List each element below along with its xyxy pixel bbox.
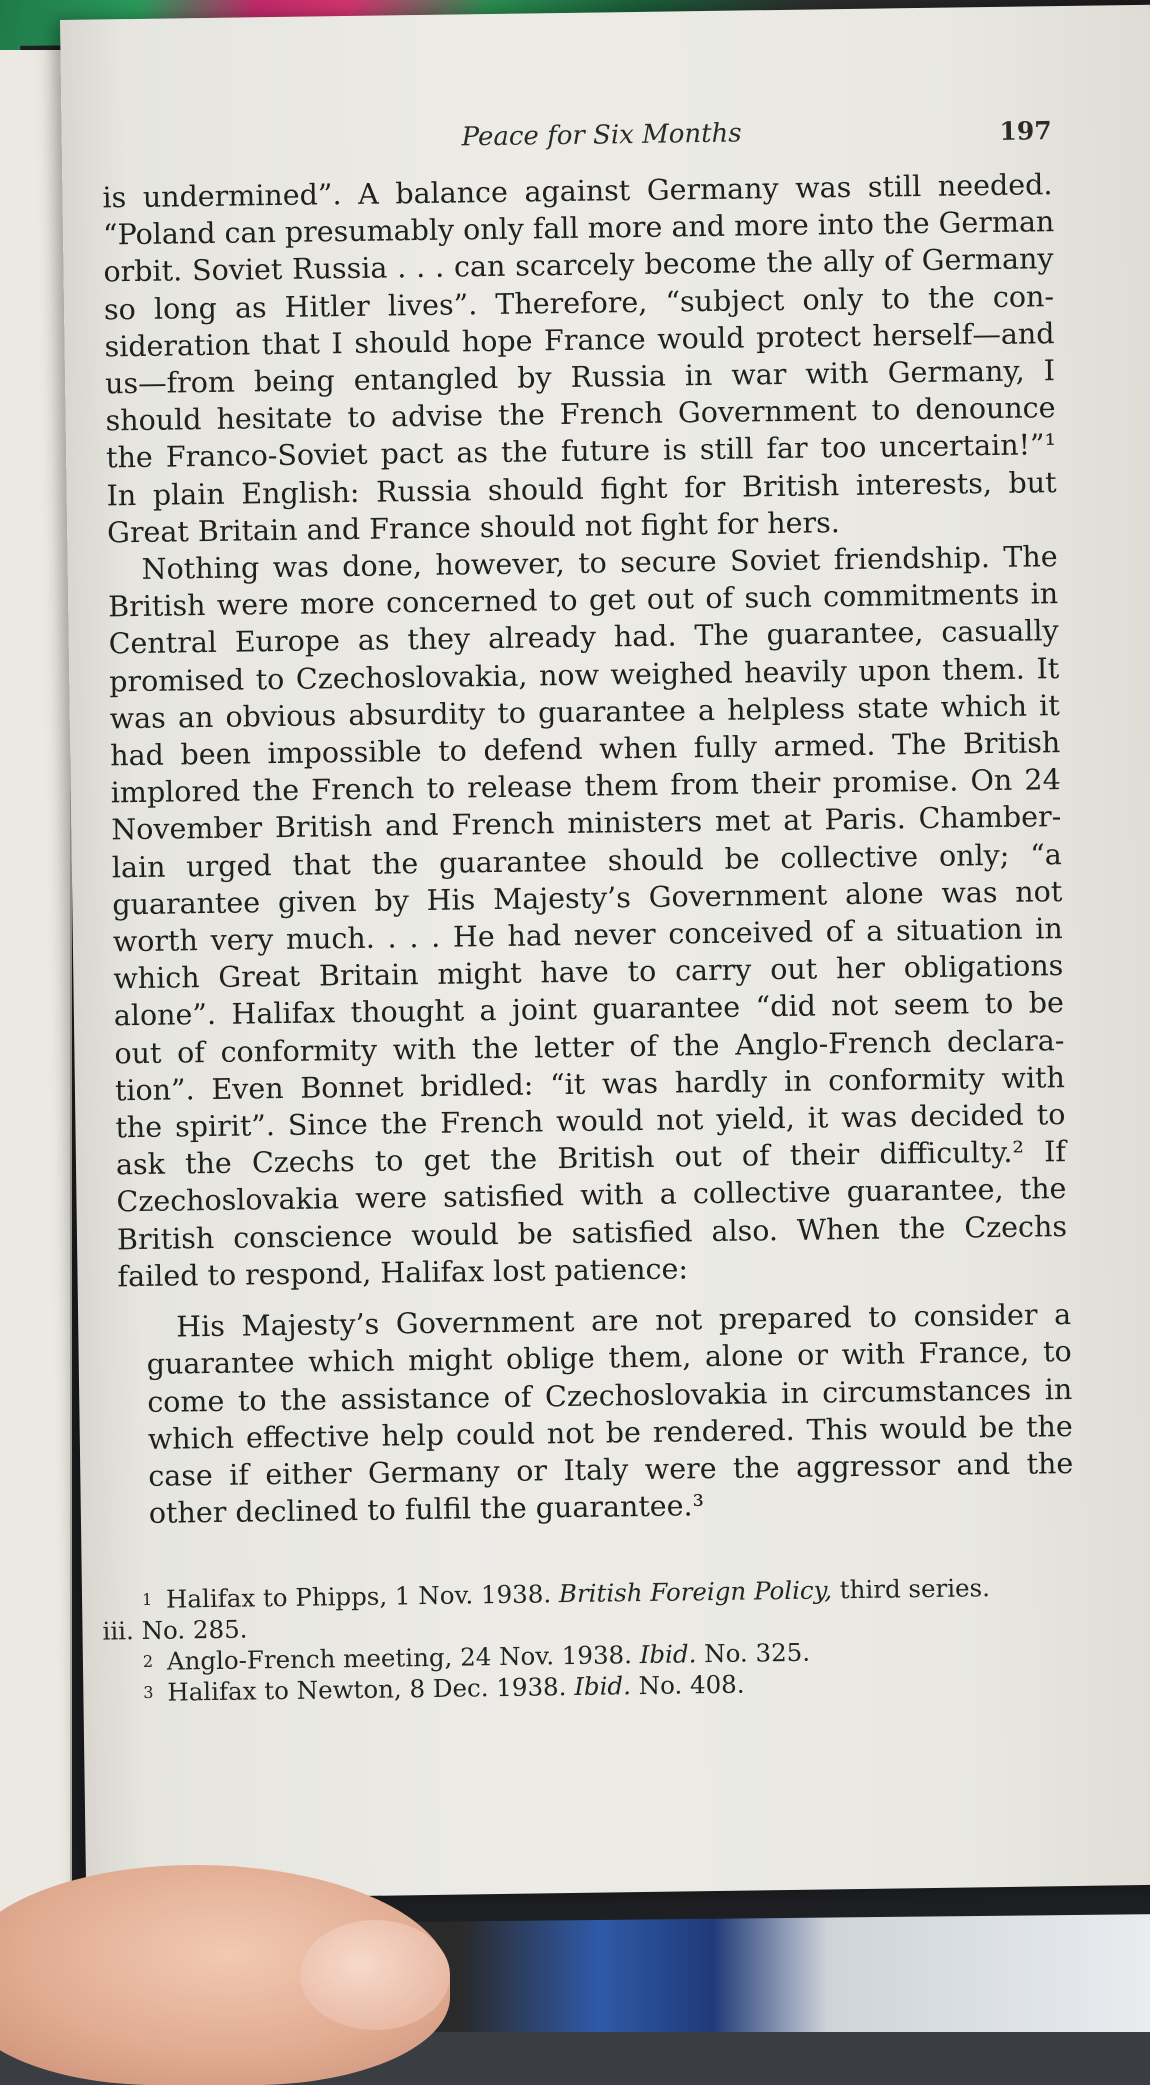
text-line: promised to Czechoslovakia, now weighed heavily upon them. It (109, 651, 1060, 699)
footnote-italic: Ibid. (639, 1639, 697, 1670)
text-line: Nothing was done, however, to secure Soviet friendship. The (141, 540, 1058, 586)
quote-line: case if either Germany or Italy were the aggressor and the (148, 1446, 1074, 1493)
page-number: 197 (999, 116, 1052, 146)
text-line: should hesitate to advise the French Government to denounce (105, 391, 1056, 438)
paragraph-1 (102, 166, 1057, 551)
footnote-italic: British Foreign Policy, (558, 1575, 833, 1609)
text-line: failed to respond, Halifax lost patience: (117, 1252, 689, 1294)
footnote-number: 2 (142, 1651, 154, 1672)
thumbnail (300, 1920, 450, 2030)
footnote-text: No. 408. (638, 1669, 745, 1701)
text-line: tion”. Even Bonnet bridled: “it was hardly in conformity with (114, 1060, 1066, 1108)
running-title: Peace for Six Months (461, 118, 742, 153)
text-line: was an obvious absurdity to guarantee a helpless state which it (109, 688, 1060, 736)
text-line: Great Britain and France should not fight for hers. (106, 505, 841, 550)
text-line: orbit. Soviet Russia . . . can scarcely become the ally of Germany (103, 242, 1054, 289)
text-line: November British and French ministers met at Paris. Chamber- (111, 800, 1062, 847)
footnote-text: third series. (839, 1573, 991, 1605)
text-line: ask the Czechs to get the British out of their difficulty.² If (115, 1135, 1067, 1182)
page-header (391, 114, 1071, 163)
quote-line: other declined to fulfil the guarantee.³ (148, 1489, 705, 1531)
text-line: Central Europe as they already had. The guarantee, casually (108, 614, 1059, 661)
text-line: “Poland can presumably only fall more and more into the German (102, 205, 1055, 252)
text-line: out of conformity with the letter of the Anglo-French declara- (114, 1023, 1065, 1071)
block-quote (146, 1296, 1074, 1532)
text-line: implored the French to release them from their promise. On 24 (110, 763, 1061, 810)
text-line: alone”. Halifax thought a joint guarantee “did not seem to be (113, 986, 1065, 1033)
text-line: us—from being entangled by Russia in war with Germany, I (104, 354, 1056, 401)
text-line: which Great Britain might have to carry out her obligations (113, 949, 1064, 996)
text-line: had been impossible to defend when fully armed. The British (110, 726, 1061, 773)
quote-line: come to the assistance of Czechoslovakia in circumstances in (147, 1372, 1073, 1419)
text-line: worth very much. . . . He had never conceived of a situation in (112, 912, 1064, 959)
body-text (102, 166, 1074, 1532)
footnote-italic: Ibid. (574, 1671, 632, 1701)
footnote-text: No. 325. (703, 1637, 811, 1669)
text-line: British conscience would be satisfied also. When the Czechs (116, 1209, 1068, 1257)
text-line: In plain English: Russia should fight for British interests, but (106, 465, 1057, 513)
footnote-1-continuation: iii. No. 285. (102, 1614, 248, 1646)
text-line: sideration that I should hope France would protect herself—and (104, 316, 1055, 364)
footnote-text: Halifax to Newton, 8 Dec. 1938. (167, 1672, 567, 1707)
footnote-text: Halifax to Phipps, 1 Nov. 1938. (165, 1579, 552, 1614)
text-line: lain urged that the guarantee should be collective only; “a (111, 837, 1062, 885)
footnotes (102, 1571, 1074, 1709)
footnote-number: 1 (141, 1589, 153, 1610)
footnote-text: Anglo-French meeting, 24 Nov. 1938. (166, 1640, 633, 1676)
quote-line: guarantee which might oblige them, alone or with France, to (146, 1335, 1072, 1382)
footnote-number: 3 (143, 1682, 154, 1702)
quote-line: His Majesty’s Government are not prepared to consider a (176, 1298, 1072, 1344)
book-page (60, 5, 1150, 1900)
facing-page-edge (0, 50, 72, 1950)
text-line: guarantee given by His Majesty’s Government alone was not (112, 874, 1063, 922)
text-line: the Franco-Soviet pact as the future is still far too uncertain!”¹ (105, 428, 1057, 475)
paragraph-2 (107, 538, 1067, 1295)
quote-line: which effective help could not be rendered. This would be the (147, 1409, 1073, 1456)
text-line: Czechoslovakia were satisfied with a collective guarantee, the (116, 1172, 1067, 1219)
text-line: British were more concerned to get out of such commitments in (107, 577, 1059, 624)
text-line: so long as Hitler lives”. Therefore, “subject only to the con- (103, 279, 1055, 327)
text-line: is undermined”. A balance against Germany was still needed. (102, 168, 1053, 215)
text-line: the spirit”. Since the French would not yield, it was decided to (115, 1098, 1066, 1145)
